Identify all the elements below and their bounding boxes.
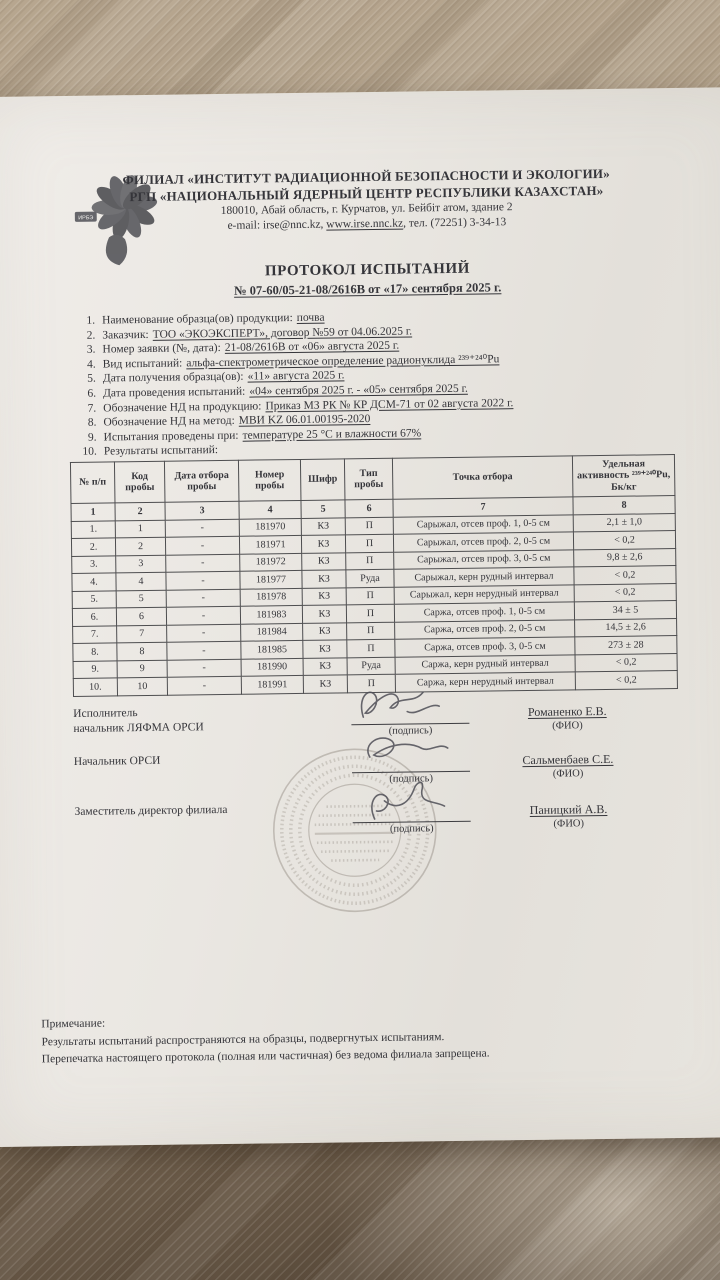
table-cell: 2.: [71, 538, 115, 556]
table-cell: < 0,2: [573, 531, 675, 550]
table-cell: Саржа, отсев проф. 3, 0-5 см: [395, 637, 575, 657]
table-header-cell: № п/п: [70, 462, 115, 504]
table-cell: Сарыжал, отсев проф. 1, 0-5 см: [393, 515, 573, 535]
org-name-line2: РГП «НАЦИОНАЛЬНЫЙ ЯДЕРНЫЙ ЦЕНТР РЕСПУБЛИКИ КАЗАХСТАН»: [129, 182, 604, 205]
table-cell: 5: [116, 590, 166, 608]
table-cell: 5: [301, 500, 345, 518]
table-cell: КЗ: [303, 675, 347, 693]
logo-label: ИРБЭ: [78, 215, 94, 222]
signer-role: Начальник ОРСИ: [73, 754, 161, 768]
table-cell: 10.: [73, 678, 117, 696]
handwritten-signature-ink: [347, 726, 474, 774]
table-cell: 181978: [240, 588, 302, 606]
table-cell: П: [346, 552, 394, 570]
table-cell: Сарыжал, керн нерудный интервал: [394, 585, 574, 605]
table-cell: КЗ: [302, 570, 346, 588]
document-number: № 07-60/05-21-08/2616В от «17» сентября 2025 г.: [233, 280, 502, 298]
table-cell: 6.: [72, 608, 116, 626]
list-item: 1. Наименование образца(ов) продукции: почва: [86, 311, 325, 327]
list-item: 5. Дата получения образца(ов): «11» августа 2025 г.: [87, 369, 345, 386]
table-cell: Саржа, керн нерудный интервал: [395, 672, 575, 692]
document-content: [0, 88, 709, 852]
signer-name-field: [484, 747, 652, 780]
table-cell: Сарыжал, отсев проф. 3, 0-5 см: [394, 550, 574, 570]
table-cell: 181971: [239, 536, 301, 554]
table-cell: 5.: [72, 591, 116, 609]
results-table: [70, 454, 678, 697]
table-cell: -: [166, 572, 240, 590]
table-cell: 8: [573, 496, 675, 515]
list-item: 7. Обозначение НД на продукцию: Приказ МЗ РК № КР ДСМ-71 от 02 августа 2022 г.: [87, 396, 514, 415]
org-name-line1: ФИЛИАЛ «ИНСТИТУТ РАДИАЦИОННОЙ БЕЗОПАСНОСТИ И ЭКОЛОГИИ»: [122, 165, 610, 188]
table-cell: 181972: [240, 553, 302, 571]
table-cell: П: [346, 605, 394, 623]
table-cell: -: [167, 659, 241, 677]
table-cell: < 0,2: [575, 671, 677, 690]
table-cell: < 0,2: [574, 583, 676, 602]
org-address: 180010, Абай область, г. Курчатов, ул. Бейбіт атом, здание 2: [220, 201, 513, 217]
table-cell: 4: [116, 573, 166, 591]
table-cell: 9,8 ± 2,6: [574, 548, 676, 567]
table-cell: 4.: [72, 573, 116, 591]
table-cell: -: [167, 624, 241, 642]
website-link: www.irse.nnc.kz: [326, 217, 404, 231]
table-cell: 10: [117, 678, 167, 696]
table-cell: Руда: [347, 657, 395, 675]
list-item: 4. Вид испытаний: альфа-спектрометрическое определение радионуклида ²³⁹⁺²⁴⁰Pu: [86, 353, 500, 371]
table-cell: 1.: [71, 521, 115, 539]
table-cell: Сарыжал, керн рудный интервал: [394, 567, 574, 587]
footnote-line: Перепечатка настоящего протокола (полная или частичная) без ведома филиала запрещена.: [41, 1047, 490, 1066]
table-header-cell: Тип пробы: [344, 458, 393, 500]
list-item: 10. Результаты испытаний:: [82, 444, 219, 459]
table-cell: 7: [117, 625, 167, 643]
table-cell: 181984: [241, 623, 303, 641]
table-cell: 181985: [241, 641, 303, 659]
table-cell: 6: [345, 500, 393, 518]
table-cell: 34 ± 5: [574, 601, 676, 620]
table-header-cell: Дата отбора пробы: [164, 460, 239, 502]
table-cell: 8.: [73, 643, 117, 661]
list-item: 2. Заказчик: ТОО «ЭКОЭКСПЕРТ», договор №59 от 04.06.2025 г.: [86, 325, 413, 342]
list-item: 3. Номер заявки (№, дата): 21-08/2616В от «06» августа 2025 г.: [86, 339, 400, 356]
table-cell: Сарыжал, отсев проф. 2, 0-5 см: [393, 532, 573, 552]
letterhead: [36, 164, 697, 237]
table-cell: -: [165, 519, 239, 537]
footnote-line: Результаты испытаний распространяются на образцы, подвергнутых испытаниям.: [41, 1030, 445, 1048]
table-cell: -: [167, 677, 241, 695]
table-cell: П: [346, 587, 394, 605]
table-cell: 3: [165, 502, 239, 520]
handwritten-signature-ink: [348, 776, 475, 824]
page-title: ПРОТОКОЛ ИСПЫТАНИЙ: [264, 260, 471, 280]
table-cell: 1: [71, 503, 115, 521]
table-cell: 181991: [241, 676, 303, 694]
table-cell: КЗ: [303, 640, 347, 658]
list-item: 9. Испытания проведены при: температуре 25 °С и влажности 67%: [87, 427, 422, 444]
table-cell: 14,5 ± 2,6: [575, 618, 677, 637]
table-cell: 6: [116, 608, 166, 626]
table-cell: 181983: [240, 606, 302, 624]
table-cell: 273 ± 28: [575, 636, 677, 655]
table-cell: 181990: [241, 658, 303, 676]
table-cell: 2: [115, 538, 165, 556]
table-header-cell: Код пробы: [114, 461, 165, 503]
name-caption: (ФИО): [552, 768, 584, 780]
table-cell: КЗ: [303, 658, 347, 676]
table-cell: Саржа, отсев проф. 1, 0-5 см: [394, 602, 574, 622]
table-cell: 7.: [73, 626, 117, 644]
table-cell: 2,1 ± 1,0: [573, 513, 675, 532]
table-cell: 2: [115, 503, 165, 521]
table-cell: КЗ: [301, 518, 345, 536]
signature-field: [352, 800, 470, 836]
table-cell: 181970: [239, 518, 301, 536]
table-cell: -: [166, 607, 240, 625]
table-cell: П: [347, 622, 395, 640]
table-cell: 181977: [240, 571, 302, 589]
signature-caption: (подпись): [388, 725, 433, 737]
table-cell: КЗ: [302, 605, 346, 623]
footnote-title: Примечание:: [41, 1017, 106, 1031]
protocol-fields-list: [71, 306, 704, 460]
table-cell: -: [166, 554, 240, 572]
list-item: 8. Обозначение НД на метод: МВИ KZ 06.01.00195-2020: [87, 413, 371, 429]
signer-name-field: [484, 797, 652, 830]
table-header-cell: Точка отбора: [392, 456, 573, 500]
table-cell: П: [347, 640, 395, 658]
table-cell: -: [166, 589, 240, 607]
table-cell: -: [165, 537, 239, 555]
table-cell: 3.: [72, 556, 116, 574]
table-cell: КЗ: [302, 553, 346, 571]
table-cell: Саржа, отсев проф. 2, 0-5 см: [395, 620, 575, 640]
name-caption: (ФИО): [552, 720, 583, 732]
table-cell: Руда: [346, 570, 394, 588]
signer-role: Заместитель директор филиала: [74, 803, 228, 818]
protocol-document-sheet: [0, 87, 720, 1147]
table-cell: 8: [117, 643, 167, 661]
table-cell: Саржа, керн рудный интервал: [395, 655, 575, 675]
signature-caption: (подпись): [389, 823, 434, 835]
handwritten-signature-ink: [347, 678, 474, 726]
table-cell: -: [167, 642, 241, 660]
table-cell: 9.: [73, 661, 117, 679]
email-text: e-mail: irse@nnc.kz,: [227, 218, 327, 232]
signatures-block: [73, 699, 679, 851]
signature-row-deputy-director: [74, 797, 679, 851]
signer-role: Исполнитель начальник ЛЯФМА ОРСИ: [73, 707, 204, 735]
table-cell: П: [347, 675, 395, 693]
table-header-cell: Шифр: [300, 459, 345, 501]
table-cell: < 0,2: [574, 566, 676, 585]
signature-caption: (подпись): [389, 773, 433, 785]
table-cell: КЗ: [302, 588, 346, 606]
table-cell: 7: [393, 497, 573, 517]
table-cell: 4: [239, 501, 301, 519]
phone-text: , тел. (72251) 3-34-13: [403, 216, 507, 230]
table-cell: П: [345, 517, 393, 535]
signer-name: Романенко Е.В.: [527, 703, 607, 719]
table-cell: 9: [117, 660, 167, 678]
table-cell: 3: [116, 555, 166, 573]
list-item: 6. Дата проведения испытаний: «04» сентября 2025 г. - «05» сентября 2025 г.: [87, 382, 468, 400]
signer-name: Паницкий А.В.: [529, 801, 608, 817]
footnote-block: [41, 1011, 490, 1069]
table-cell: КЗ: [301, 535, 345, 553]
table-cell: 1: [115, 520, 165, 538]
table-cell: КЗ: [303, 623, 347, 641]
name-caption: (ФИО): [553, 818, 585, 830]
table-header-cell: Удельная активность ²³⁹⁺²⁴⁰Pu, Бк/кг: [572, 454, 675, 497]
signer-name: Сальменбаев С.Е.: [522, 751, 614, 768]
table-cell: П: [345, 535, 393, 553]
table-cell: < 0,2: [575, 653, 677, 672]
signer-name-field: [483, 699, 651, 732]
table-header-cell: Номер пробы: [238, 459, 301, 501]
